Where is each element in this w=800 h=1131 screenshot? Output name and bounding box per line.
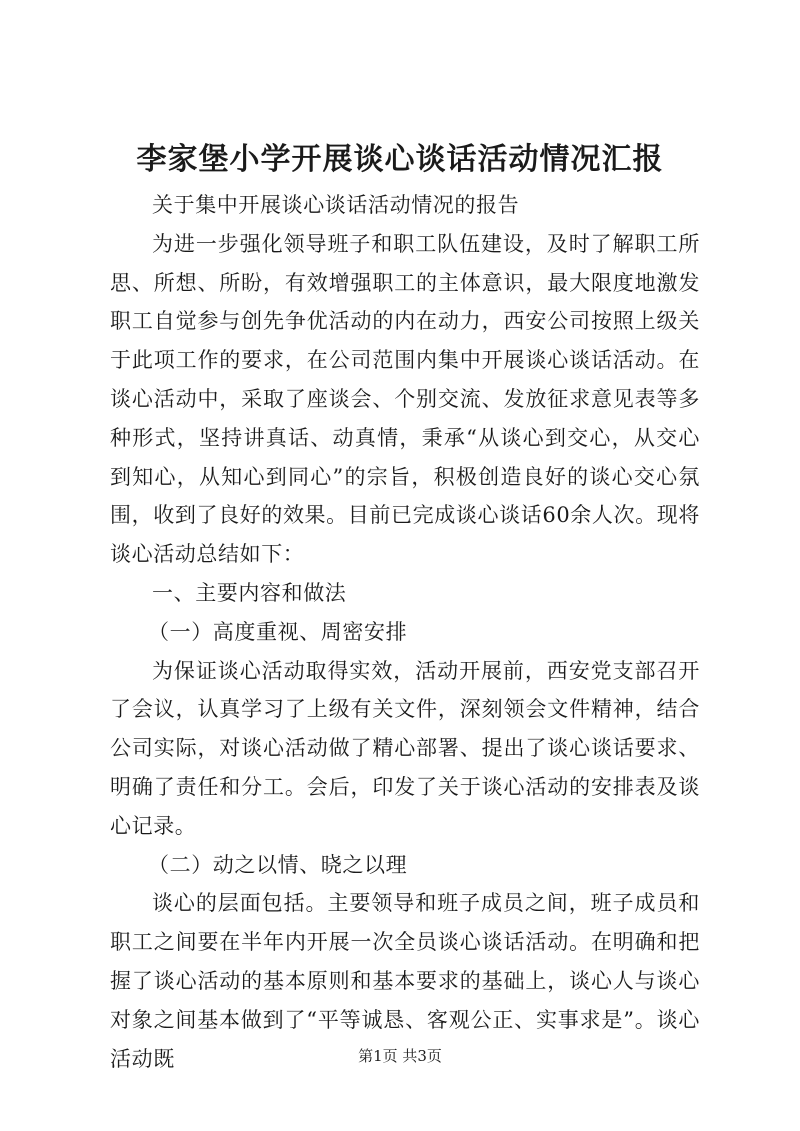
intro-paragraph: 为进一步强化领导班子和职工队伍建设，及时了解职工所思、所想、所盼，有效增强职工的主体意识，最大限度地激发职工自觉参与创先争优活动的内在动力，西安公司按照上级关于此项工作的要求，在公司范围内集中开展谈心谈话活动。在谈心活动中，采取了座谈会、个别交流、发放征求意见表等多种形式，坚持讲真话、动真情，秉承“从谈心到交心，从交心到知心，从知心到同心”的宗旨，积极创造良好的谈心交心氛围，收到了良好的效果。目前已完成谈心谈话60余人次。现将谈心活动总结如下： [110, 231, 700, 567]
subsection-2-paragraph: 谈心的层面包括。主要领导和班子成员之间，班子成员和职工之间要在半年内开展一次全员谈心谈话活动。在明确和把握了谈心活动的基本原则和基本要求的基础上，谈心人与谈心对象之间基本做到了“平等诚恳、客观公正、实事求是”。谈心活动既 [110, 891, 700, 1071]
section-heading-main-content: 一、主要内容和做法 [152, 580, 347, 605]
document-body [110, 186, 700, 1078]
subtitle-paragraph: 关于集中开展谈心谈话活动情况的报告 [152, 193, 520, 217]
subsection-heading-2: （二）动之以情、晓之以理 [148, 852, 408, 877]
subsection-1-paragraph: 为保证谈心活动取得实效，活动开展前，西安党支部召开了会议，认真学习了上级有关文件，深刻领会文件精神，结合公司实际，对谈心活动做了精心部署、提出了谈心谈话要求、明确了责任和分工。会后，印发了关于谈心活动的安排表及谈心记录。 [110, 658, 700, 838]
page-number-footer: 第1页 共3页 [358, 1047, 442, 1065]
subsection-heading-1: （一）高度重视、周密安排 [148, 619, 408, 644]
document-title: 李家堡小学开展谈心谈话活动情况汇报 [136, 142, 664, 177]
